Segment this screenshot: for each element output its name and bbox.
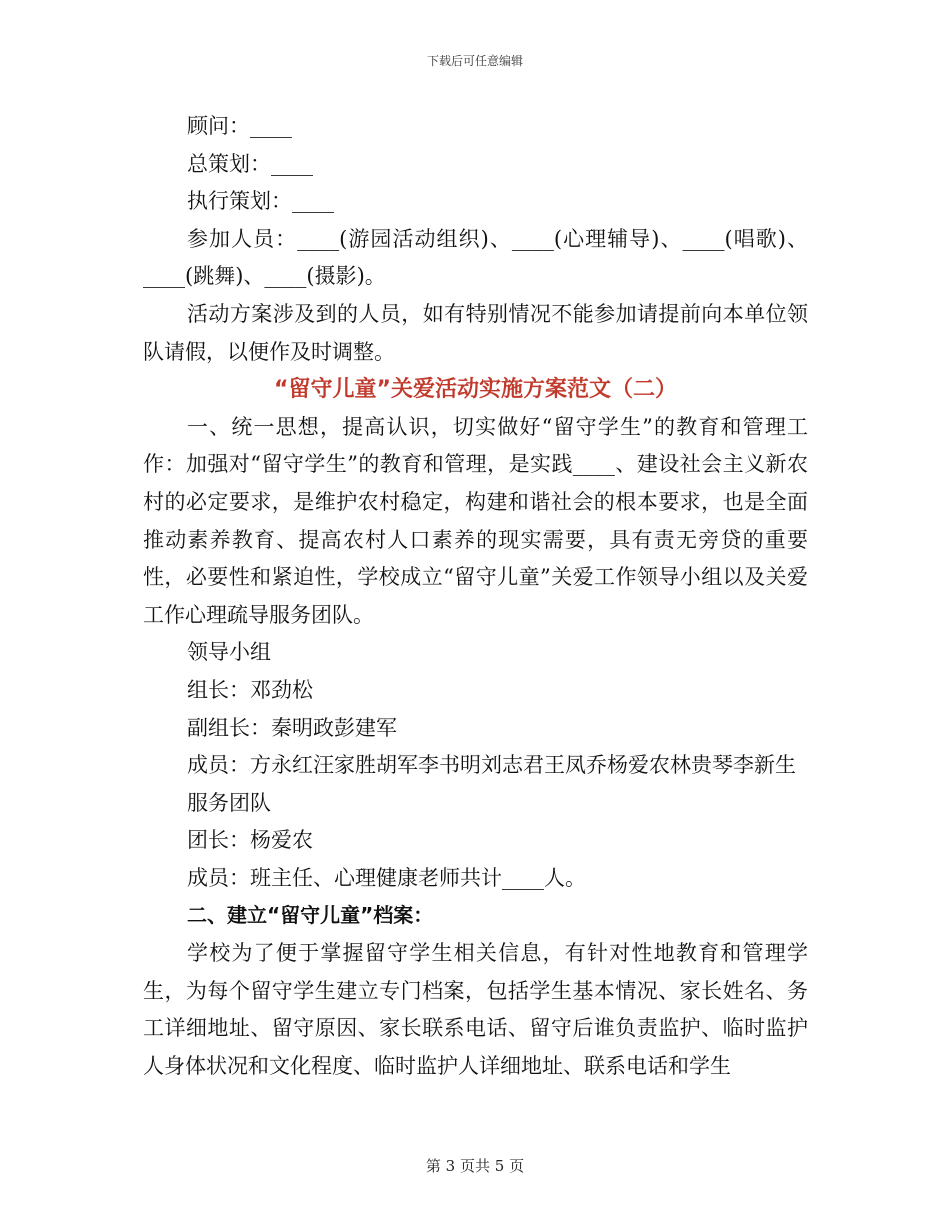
team-members-line: 成员：班主任、心理健康老师共计____人。 bbox=[187, 865, 586, 890]
leave-notice-paragraph: 活动方案涉及到的人员，如有特别情况不能参加请提前向本单位领队请假，以便作及时调整。 bbox=[143, 301, 808, 364]
participants-paragraph: 参加人员：____(游园活动组织)、____(心理辅导)、____(唱歌)、____(跳舞)、____(摄影)。 bbox=[143, 226, 808, 289]
leadership-group-heading: 领导小组 bbox=[187, 640, 271, 665]
advisor-line: 顾问：____ bbox=[187, 114, 292, 138]
section-title: “留守儿童”关爱活动实施方案范文（二） bbox=[274, 377, 677, 403]
section-one-paragraph: 一、统一思想，提高认识，切实做好“留守学生”的教育和管理工作：加强对“留守学生”的教育和管理，是实践____、建设社会主义新农村的必定要求，是维护农村稳定，构建和谐社会的根本要求，也是全面推动素养教育、提高农村人口素养的现实需要，具有责无旁贷的重要性，必要性和紧迫性，学校成立“留守儿童”关爱工作领导小组以及关爱工作心理疏导服务团队。 bbox=[143, 414, 808, 627]
page-footer: 第 3 页共 5 页 bbox=[425, 1157, 525, 1175]
page-header: 下载后可任意编辑 bbox=[426, 54, 523, 68]
team-leader-line: 团长：杨爱农 bbox=[187, 828, 313, 853]
chief-planner-line: 总策划：____ bbox=[187, 151, 313, 176]
document-body bbox=[143, 108, 808, 1085]
executive-planner-line: 执行策划：____ bbox=[187, 189, 334, 214]
section-two-paragraph: 学校为了便于掌握留守学生相关信息，有针对性地教育和管理学生，为每个留守学生建立专门档案，包括学生基本情况、家长姓名、务工详细地址、留守原因、家长联系电话、留守后谁负责监护、临时监护人身体状况和文化程度、临时监护人详细地址、联系电话和学生 bbox=[143, 941, 808, 1078]
deputy-leader-line: 副组长：秦明政彭建军 bbox=[187, 715, 397, 740]
members-line: 成员：方永红汪家胜胡军李书明刘志君王凤乔杨爱农林贵琴李新生 bbox=[187, 753, 796, 778]
group-leader-line: 组长：邓劲松 bbox=[187, 677, 313, 702]
section-two-heading: 二、建立“留守儿童”档案： bbox=[187, 903, 434, 928]
service-team-heading: 服务团队 bbox=[187, 790, 271, 815]
